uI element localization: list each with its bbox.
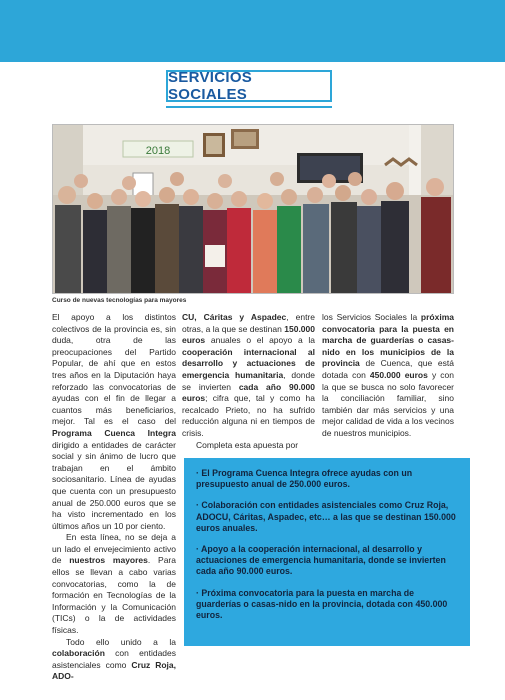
bold-run: cada año 90.000 euros: [182, 381, 315, 404]
group-photo-illustration: [53, 125, 454, 294]
highlights-box: [184, 458, 470, 646]
text-run: ; cifra que, tal y como ha recalcado Prieto, no ha sufrido reducción alguna ni en tiempos de crisis.: [182, 393, 315, 438]
article-column-2: [182, 312, 315, 451]
highlight-item: · Próxima convocatoria para la puesta en marcha de guarderías o casas-nido en la provincia, dotada con 450.000 euros.: [196, 587, 448, 621]
bold-run: Programa Cuenca Integra: [52, 427, 176, 438]
title-underline: [166, 106, 332, 108]
bold-run: colaboración: [52, 648, 105, 659]
banner-2018: 2018: [145, 145, 171, 157]
group-photo: [52, 124, 454, 294]
paragraph: [52, 532, 176, 636]
text-run: , donde se invierten: [182, 369, 315, 392]
article-column-3: [322, 312, 454, 440]
header-band: [0, 0, 505, 62]
highlight-item: · Apoyo a la cooperación internacional, al desarrollo y actuaciones de emergencia humanitaria, donde se invierten cada año 90.000 euros.: [196, 544, 446, 577]
text-run: anuales o el apoyo a la: [205, 335, 315, 346]
highlight-item: · El Programa Cuenca Integra ofrece ayudas con un presupuesto anual de 250.000 euros.: [196, 468, 413, 490]
paragraph: [52, 637, 176, 683]
highlight-item: · Colaboración con entidades asistenciales como Cruz Roja, ADOCU, Cáritas, Aspadec, etc… a las que se destinan 150.000 euros anuales.: [196, 500, 456, 533]
bold-run: nuestros mayores: [69, 555, 148, 566]
bold-run: cooperación internacional al desarrollo y actuaciones de emergencia humanitaria: [182, 346, 315, 380]
text-run: . Para ellos se llevan a cabo varias convocatorias, como la de formación en Tecnologías de la Información y la Comunicación (TICs) o la de actividades físicas.: [52, 555, 176, 636]
bold-run: Cruz Roja, ADO-: [52, 659, 177, 682]
text-run: de Cuenca, que está dotada con: [322, 358, 454, 380]
section-title-box: [166, 70, 332, 102]
text-run: los Servicios Sociales la: [322, 312, 421, 322]
text-run: con entidades asistenciales como: [52, 648, 176, 670]
bold-run: CU, Cáritas y Aspadec: [182, 312, 287, 322]
text-run: y con la que se busca no solo favorecer la conciliación familiar, sino también dar más servicios y una mejor calidad de vida a los vecinos de nuestros municipios.: [322, 369, 454, 438]
photo-caption: Curso de nuevas tecnologías para mayores: [52, 297, 187, 304]
text-run: dirigido a entidades de carácter social y sin ánimo de lucro que trabajan en el ámbito sociosanitario. Línea de ayudas que cuenta con un presupuesto anual de 250.000 euros que se ha visto incrementado en los últimos años un 10 por ciento.: [52, 439, 176, 531]
text-run: En esta línea, no se deja a un lado el envejecimiento activo de: [52, 532, 176, 566]
bold-run: próxima convocatoria para la puesta en marcha de guarderías o casas-nido en los municipios de la provincia: [322, 312, 454, 369]
text-run: Todo ello unido a la: [66, 636, 176, 647]
bold-run: 450.000 euros: [369, 369, 428, 380]
paragraph: [182, 312, 315, 440]
section-title: SERVICIOS SOCIALES: [168, 69, 253, 103]
paragraph: [52, 312, 176, 532]
paragraph: Completa esta apuesta por: [196, 439, 299, 450]
bold-run: 150.000 euros: [182, 323, 315, 346]
article-column-1: [52, 312, 176, 683]
text-run: El apoyo a los distintos colectivos de la provincia es, sin duda, otra de las preocupaciones del Partido Popular, de ahí que en estos tres años en la Diputación haya reforzado las convocatorias de ayudas con el fin de llegar a cuantos más beneficiarios, mejor. Tal es el caso del: [52, 312, 176, 427]
text-run: , entre otras, a la que se destinan: [182, 312, 315, 334]
paragraph: [322, 312, 454, 440]
